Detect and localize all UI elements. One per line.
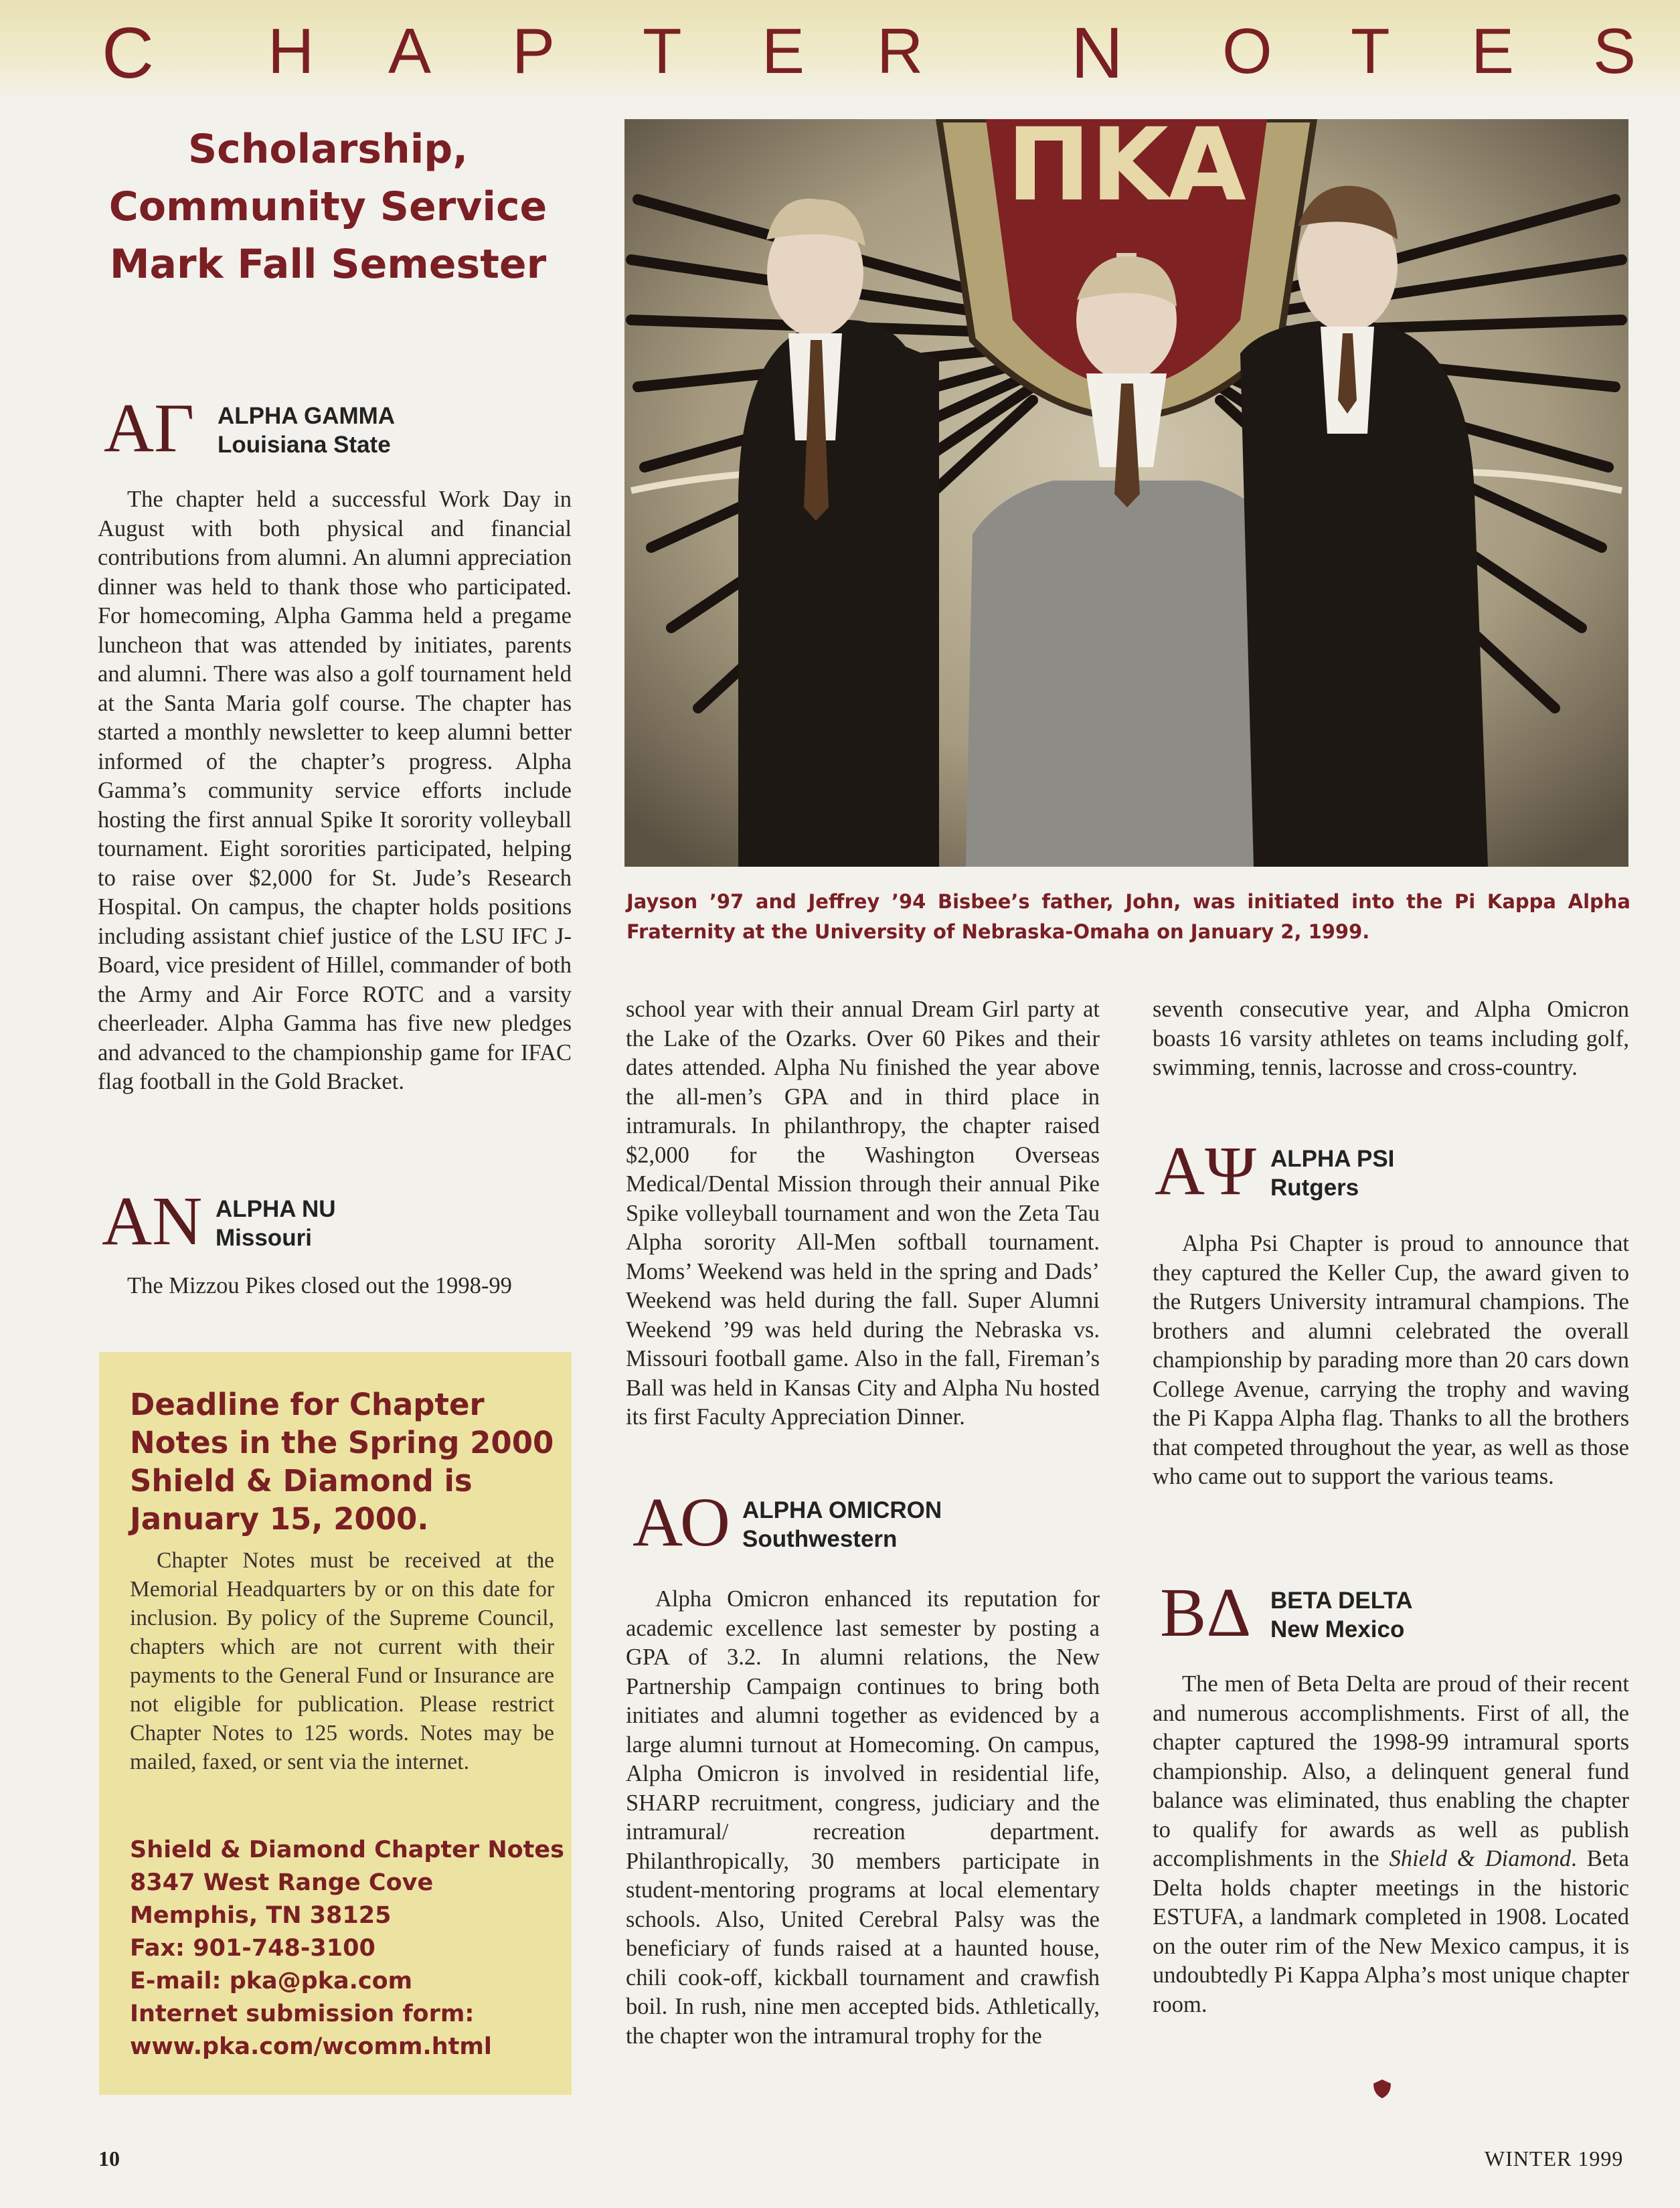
email-address[interactable]: E-mail: pka@pka.com <box>130 1968 413 1994</box>
title-letter: C <box>102 12 154 93</box>
chapter-names <box>1270 1586 1413 1644</box>
title-letter: P <box>512 15 556 87</box>
text-run: . Beta Delta holds chapter meetings in the historic ESTUFA, a landmark completed in 1908. Located on the outer rim of the New Mexico campus, it is undoubtedly Pi Kappa Alpha’s most unique chapter room. <box>1153 1846 1629 2017</box>
chapter-name: ALPHA NU <box>216 1196 336 1222</box>
shield-end-mark-icon <box>1372 2078 1392 2100</box>
greek-letters: ΑΝ <box>102 1183 203 1260</box>
internet-label: Internet submission form: <box>130 2001 475 2027</box>
deadline-notice-box <box>99 1352 572 2095</box>
contact-line: Memphis, TN 38125 <box>130 1902 392 1929</box>
title-letter: E <box>1471 15 1515 87</box>
chapter-text-alpha-omicron <box>626 1585 1100 2051</box>
paragraph: Alpha Psi Chapter is proud to announce that they captured the Keller Cup, the award given to the Rutgers University intramural champions. The brothers and alumni celebrated the overall championship by parading more than 20 cars down College Avenue, carrying the trophy and waving the Pi Kappa Alpha flag. Thanks to all the brothers that competed throughout the year, as well as those who came out to support the various teams. <box>1153 1231 1629 1489</box>
chapter-name: ALPHA OMICRON <box>742 1497 942 1523</box>
paragraph: Chapter Notes must be received at the Memorial Headquarters by or on this date for inclusion. By policy of the Supreme Council, chapters which are not current with their payments to the General Fund or Insurance are not eligible for publication. Please restrict Chapter Notes to 125 words. Notes may be mailed, faxed, or sent via the internet. <box>130 1548 554 1774</box>
title-letter: S <box>1593 15 1636 87</box>
greek-letters: ΒΔ <box>1160 1574 1252 1651</box>
chapter-text-alpha-omicron-continued <box>1153 995 1629 1083</box>
chapter-name: ALPHA GAMMA <box>218 403 396 429</box>
chapter-heading-beta-delta <box>1160 1574 1628 1651</box>
chapter-heading-alpha-nu <box>102 1183 570 1260</box>
title-letter: R <box>877 15 924 87</box>
chapter-school: New Mexico <box>1270 1616 1405 1642</box>
section-title <box>0 12 1680 93</box>
contact-line: Shield & Diamond Chapter Notes <box>130 1837 564 1863</box>
chapter-text-alpha-nu-start <box>98 1272 572 1301</box>
page-number: 10 <box>98 2146 120 2171</box>
photo-caption: Jayson ’97 and Jeffrey ’94 Bisbee’s father, John, was initiated into the Pi Kappa Alpha Fraternity at the University of Nebraska-Omaha on January 2, 1999. <box>626 890 1630 943</box>
headline-line: Scholarship, <box>187 126 469 173</box>
submission-url[interactable]: www.pka.com/wcomm.html <box>130 2033 492 2060</box>
paragraph: school year with their annual Dream Girl party at the Lake of the Ozarks. Over 60 Pikes and their dates attended. Alpha Nu finished the year above the all-men’s GPA and in third place in intramurals. In philanthropy, the chapter raised $2,000 for the Washington Overseas Medical/Dental Mission through their annual Pike Spike volleyball tournament and won the Zeta Tau Alpha sorority All-Men softball tournament. Moms’ Weekend was held in the spring and Dads’ Weekend was held during the fall. Super Alumni Weekend ’99 was held during the Nebraska vs. Missouri football game. Also in the fall, Fireman’s Ball was held in Kansas City and Alpha Nu hosted its first Faculty Appreciation Dinner. <box>626 997 1100 1430</box>
title-letter: T <box>1351 15 1390 87</box>
chapter-names <box>218 402 395 459</box>
title-letter: E <box>762 15 805 87</box>
greek-letters: ΑΓ <box>104 390 195 466</box>
chapter-text-beta-delta <box>1153 1670 1629 2019</box>
headline-line: Mark Fall Semester <box>109 241 547 288</box>
title-letter: N <box>1071 12 1123 93</box>
chapter-name: BETA DELTA <box>1270 1588 1413 1614</box>
text-run: The men of Beta Delta are proud of their recent and numerous accomplishments. First of all, the chapter captured the 1998-99 intramural sports championship. Also, a delinquent general fund balance was eliminated, thus enabling the chapter to qualify for awards as well as publish accomplishments in the <box>1153 1671 1629 1871</box>
contact-line: 8347 West Range Cove <box>130 1869 434 1896</box>
title-letter: A <box>388 15 432 87</box>
title-letter: H <box>268 15 315 87</box>
title-letter: O <box>1222 15 1272 87</box>
paragraph: seventh consecutive year, and Alpha Omicron boasts 16 varsity athletes on teams including golf, swimming, tennis, lacrosse and cross-country. <box>1153 997 1629 1080</box>
chapter-heading-alpha-omicron <box>633 1484 1101 1561</box>
publication-title: Shield & Diamond <box>1389 1846 1572 1871</box>
chapter-school: Louisiana State <box>218 432 391 458</box>
contact-info <box>130 1834 564 2063</box>
chapter-text-alpha-nu-continued <box>626 995 1100 1432</box>
chapter-text-alpha-psi <box>1153 1229 1629 1492</box>
chapter-text-alpha-gamma <box>98 485 572 1097</box>
deadline-title: Deadline for Chapter Notes in the Spring 2000 Shield & Diamond is January 15, 2000. <box>130 1387 554 1537</box>
crest-letters: ΠΚΑ <box>1007 119 1246 224</box>
issue-label: WINTER 1999 <box>1485 2146 1624 2171</box>
deadline-body <box>130 1546 554 1776</box>
chapter-names <box>216 1195 336 1252</box>
chapter-school: Missouri <box>216 1225 312 1251</box>
paragraph <box>1153 1670 1629 2019</box>
paragraph: Alpha Omicron enhanced its reputation for academic excellence last semester by posting a GPA of 3.2. In alumni relations, the New Partnership Campaign continues to bring both initiates and alumni together as evidenced by a large alumni turnout at Homecoming. On campus, Alpha Omicron is involved in residential life, SHARP recruitment, congress, judiciary and the intramural/ recreation department. Philanthropically, 30 members participate in student-mentoring programs at local elementary schools. Also, United Cerebral Palsy was the beneficiary of funds raised at a haunted house, chili cook-off, kickball tournament and crawfish boil. In rush, nine men accepted bids. Athletically, the chapter won the intramural trophy for the <box>626 1586 1100 2049</box>
chapter-heading-alpha-psi <box>1155 1132 1623 1209</box>
greek-letters: ΑΨ <box>1155 1132 1256 1209</box>
paragraph: The Mizzou Pikes closed out the 1998-99 <box>127 1273 512 1298</box>
photo <box>624 119 1628 867</box>
chapter-names <box>1270 1144 1394 1202</box>
chapter-name: ALPHA PSI <box>1270 1146 1395 1172</box>
title-letter: T <box>643 15 682 87</box>
chapter-names <box>742 1496 942 1553</box>
chapter-school: Southwestern <box>742 1526 898 1552</box>
photo-illustration <box>624 119 1628 867</box>
chapter-heading-alpha-gamma <box>104 390 572 466</box>
article-headline <box>67 120 589 293</box>
greek-letters: ΑΟ <box>633 1484 730 1561</box>
chapter-school: Rutgers <box>1270 1175 1359 1201</box>
headline-line: Community Service <box>108 183 548 230</box>
paragraph: The chapter held a successful Work Day in August with both physical and financial contributions from alumni. An alumni appreciation dinner was held to thank those who participated. For homecoming, Alpha Gamma held a pregame luncheon that was attended by initiates, parents and alumni. There was also a golf tournament held at the Santa Maria golf course. The chapter has started a monthly newsletter to keep alumni better informed of the chapter’s progress. Alpha Gamma’s community service efforts include hosting the first annual Spike It sorority volleyball tournament. Eight sororities participated, helping to raise over $2,000 for St. Jude’s Research Hospital. On campus, the chapter holds positions including assistant chief justice of the LSU IFC J-Board, vice president of Hillel, commander of both the Army and Air Force ROTC and a varsity cheerleader. Alpha Gamma has five new pledges and advanced to the championship game for IFAC flag football in the Gold Bracket. <box>98 487 572 1094</box>
fax-number: Fax: 901-748-3100 <box>130 1935 375 1962</box>
